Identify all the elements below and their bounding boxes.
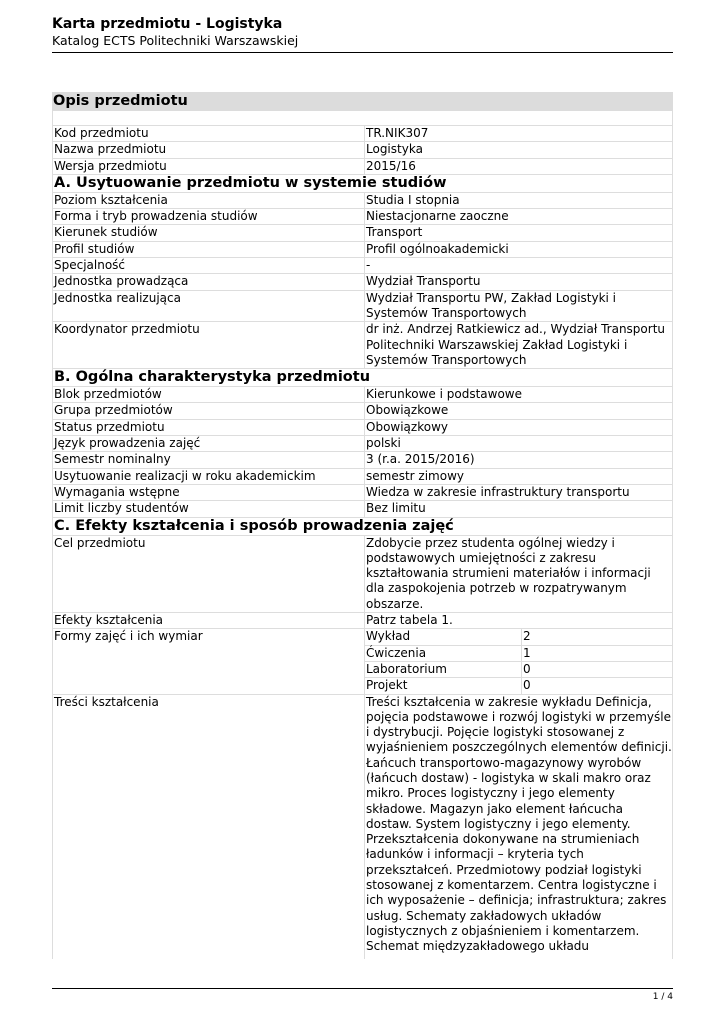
- row-value: semestr zimowy: [365, 469, 673, 484]
- row-value: Niestacjonarne zaoczne: [365, 209, 673, 224]
- section-a-heading: A. Usytuowanie przedmiotu w systemie studiów: [52, 175, 673, 193]
- table-row: [52, 452, 673, 468]
- table-row: [52, 695, 673, 959]
- table-row: [52, 142, 673, 158]
- row-value: TR.NIK307: [365, 126, 673, 141]
- row-label: Wersja przedmiotu: [52, 159, 365, 174]
- row-label: Limit liczby studentów: [52, 501, 365, 516]
- subtable-row: [365, 629, 672, 645]
- row-value: Bez limitu: [365, 501, 673, 516]
- row-value: Logistyka: [365, 142, 673, 157]
- forms-subtable: [365, 629, 673, 693]
- row-value: Transport: [365, 225, 673, 240]
- form-hours: 0: [523, 661, 531, 676]
- row-value: dr inż. Andrzej Ratkiewicz ad., Wydział Transportu Politechniki Warszawskiej Zakład Logistyki i Systemów Transportowych: [365, 322, 673, 368]
- row-value: -: [365, 258, 673, 273]
- section-b-heading: B. Ogólna charakterystyka przedmiotu: [52, 369, 673, 387]
- table-row: [52, 159, 673, 175]
- subtable-row: [365, 678, 672, 693]
- row-label: Efekty kształcenia: [52, 613, 365, 628]
- row-label: Specjalność: [52, 258, 365, 273]
- row-label: Koordynator przedmiotu: [52, 322, 365, 368]
- form-hours: 2: [523, 629, 531, 644]
- row-value: Profil ogólnoakademicki: [365, 242, 673, 257]
- form-name: Wykład: [365, 629, 522, 644]
- document-subtitle: Katalog ECTS Politechniki Warszawskiej: [52, 33, 299, 48]
- subtable-row: [365, 662, 672, 678]
- table-row: [52, 126, 673, 142]
- row-value: Obowiązkowe: [365, 403, 673, 418]
- row-value: Obowiązkowy: [365, 420, 673, 435]
- row-label: Jednostka prowadząca: [52, 274, 365, 289]
- row-value: Kierunkowe i podstawowe: [365, 387, 673, 402]
- row-value: polski: [365, 436, 673, 451]
- spacer-row: [52, 111, 673, 126]
- row-label: Treści kształcenia: [52, 695, 365, 959]
- table-row: [52, 258, 673, 274]
- form-hours: 0: [523, 678, 531, 693]
- form-name: Ćwiczenia: [365, 646, 522, 661]
- row-value: Studia I stopnia: [365, 193, 673, 208]
- page-number: 1 / 4: [652, 992, 673, 1002]
- subtable-row: [365, 646, 672, 662]
- row-value: Wiedza w zakresie infrastruktury transportu: [365, 485, 673, 500]
- form-name: Laboratorium: [365, 662, 522, 677]
- row-value: Treści kształcenia w zakresie wykładu Definicja, pojęcia podstawowe i rozwój logistyki w przemyśle i dystrybucji. Pojęcie logistyki stosowanej z wyjaśnieniem poszczególnych elementów definicji. Łańcuch transportowo-magazynowy wyrobów (łańcuch dostaw) - logistyka w skali makro oraz mikro. Proces logistyczny i jego elementy składowe. Magazyn jako element łańcucha dostaw. System logistyczny i jego elementy. Przekształcenia dokonywane na strumieniach ładunków i informacji – kryteria tych przekształceń. Przedmiotowy podział logistyki stosowanej z komentarzem. Centra logistyczne i ich wyposażenie – definicja; infrastruktura; zakres usług. Schematy zakładowych układów logistycznych z objaśnieniem i komentarzem. Schemat międzyzakładowego układu: [365, 695, 673, 959]
- table-row: [52, 629, 673, 694]
- row-value: Wydział Transportu PW, Zakład Logistyki i Systemów Transportowych: [365, 291, 673, 322]
- row-label: Kod przedmiotu: [52, 126, 365, 141]
- table-row: [52, 485, 673, 501]
- row-label: Profil studiów: [52, 242, 365, 257]
- row-label: Grupa przedmiotów: [52, 403, 365, 418]
- row-label: Poziom kształcenia: [52, 193, 365, 208]
- row-label: Jednostka realizująca: [52, 291, 365, 322]
- row-value: 2015/16: [365, 159, 673, 174]
- table-row: [52, 436, 673, 452]
- header-divider: [52, 52, 673, 53]
- document-title: Karta przedmiotu - Logistyka: [52, 16, 283, 32]
- row-label: Status przedmiotu: [52, 420, 365, 435]
- table-row: [52, 613, 673, 629]
- table-row: [52, 420, 673, 436]
- row-label: Forma i tryb prowadzenia studiów: [52, 209, 365, 224]
- row-value: Patrz tabela 1.: [365, 613, 673, 628]
- table-row: [52, 387, 673, 403]
- section-c-heading: C. Efekty kształcenia i sposób prowadzenia zajęć: [52, 518, 673, 536]
- table-row: [52, 403, 673, 419]
- table-row: [52, 322, 673, 369]
- row-label: Blok przedmiotów: [52, 387, 365, 402]
- table-row: [52, 291, 673, 323]
- row-value: 3 (r.a. 2015/2016): [365, 452, 673, 467]
- opis-heading: Opis przedmiotu: [52, 92, 673, 111]
- row-label: Usytuowanie realizacji w roku akademickim: [52, 469, 365, 484]
- form-name: Projekt: [365, 678, 522, 693]
- table-row: [52, 469, 673, 485]
- table-row: [52, 193, 673, 209]
- row-label: Formy zajęć i ich wymiar: [52, 629, 365, 693]
- row-value: Wydział Transportu: [365, 274, 673, 289]
- row-label: Kierunek studiów: [52, 225, 365, 240]
- table-row: [52, 242, 673, 258]
- table-row: [52, 501, 673, 517]
- footer-divider: [52, 988, 673, 989]
- row-label: Język prowadzenia zajęć: [52, 436, 365, 451]
- row-value: Zdobycie przez studenta ogólnej wiedzy i podstawowych umiejętności z zakresu kształtowania strumieni materiałów i informacji dla zaspokojenia potrzeb w rozpatrywanym obszarze.: [365, 536, 673, 612]
- row-label: Wymagania wstępne: [52, 485, 365, 500]
- table-row: [52, 225, 673, 241]
- row-label: Cel przedmiotu: [52, 536, 365, 612]
- table-row: [52, 536, 673, 613]
- row-label: Semestr nominalny: [52, 452, 365, 467]
- course-card-table: [52, 92, 673, 959]
- form-hours: 1: [523, 645, 531, 660]
- table-row: [52, 209, 673, 225]
- row-label: Nazwa przedmiotu: [52, 142, 365, 157]
- table-row: [52, 274, 673, 290]
